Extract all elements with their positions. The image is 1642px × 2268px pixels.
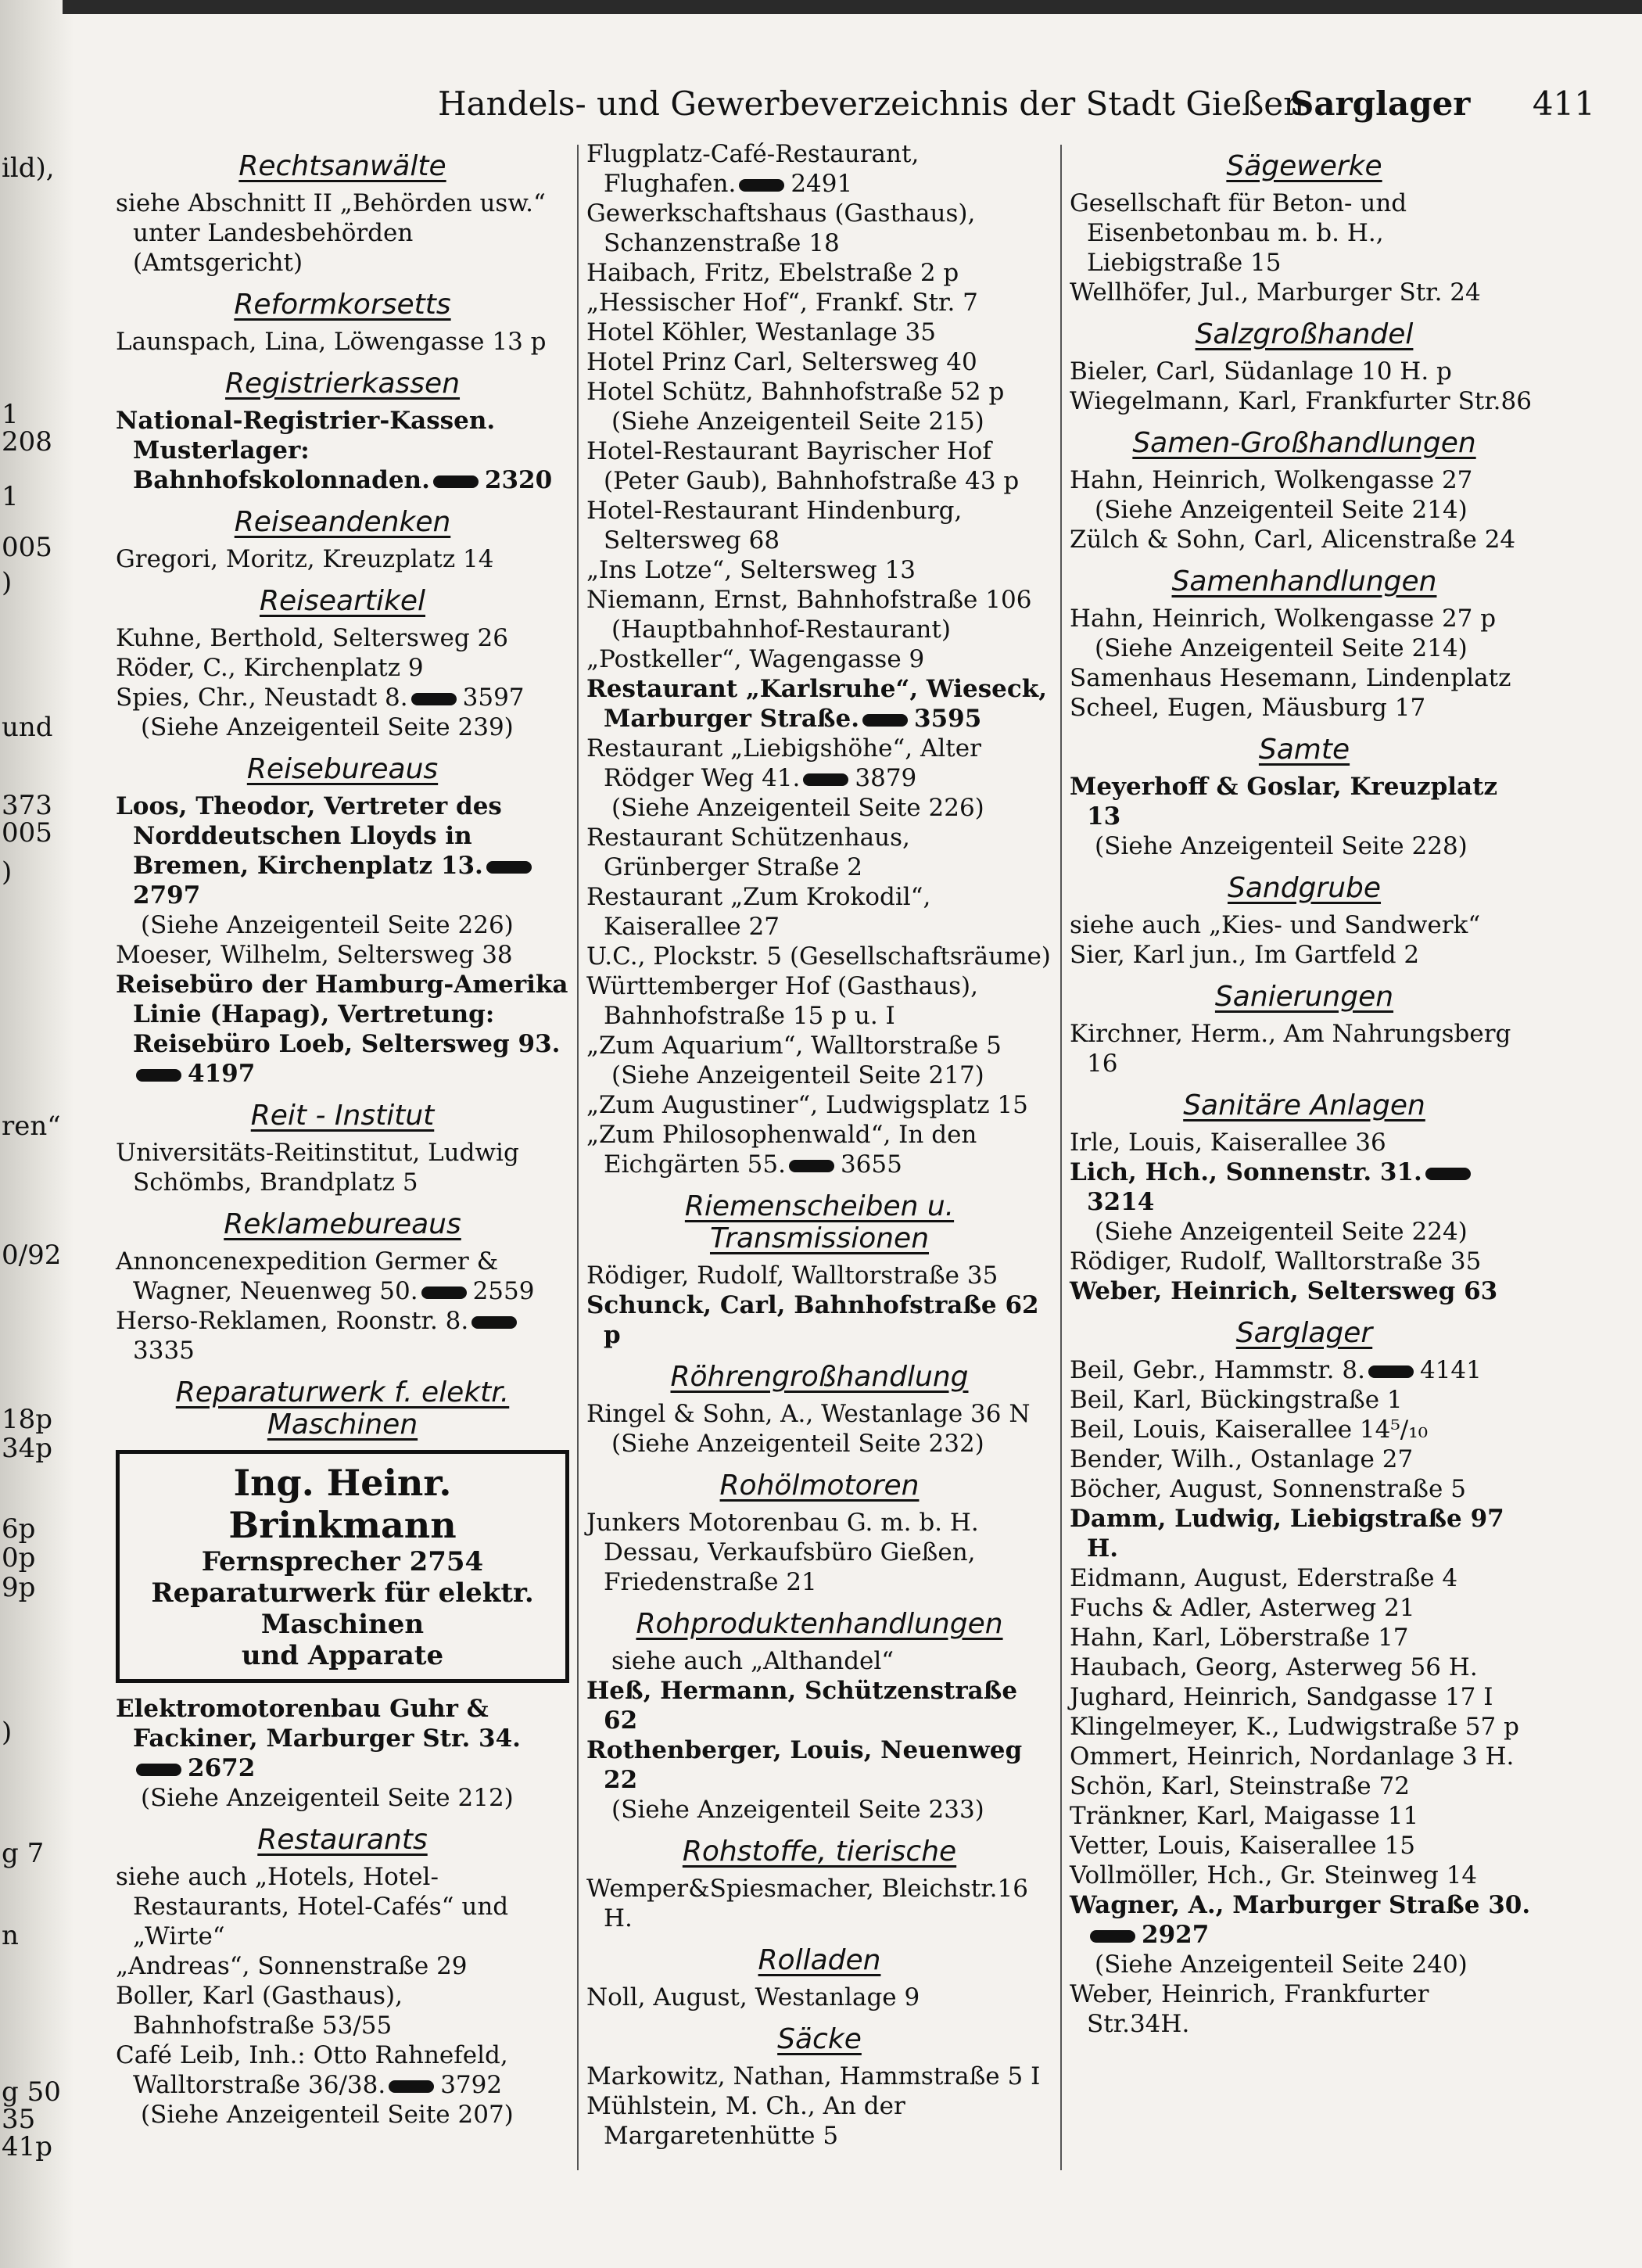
entry-text: Rödiger, Rudolf, Walltorstraße 35	[1070, 1247, 1482, 1276]
directory-entry	[1070, 604, 1539, 633]
entry-text: Sier, Karl jun., Im Gartfeld 2	[1070, 941, 1420, 969]
directory-entry	[586, 1290, 1052, 1350]
reference-note	[116, 712, 569, 742]
reference-note	[116, 2100, 569, 2130]
directory-entry	[1070, 1444, 1539, 1474]
telephone-icon	[803, 773, 848, 786]
entry-text: Hotel-Restaurant Bayrischer Hof (Peter Gaub), Bahnhofstraße 43 p	[586, 437, 1020, 495]
entry-text: Wemper&Spiesmacher, Bleichstr.16 H.	[586, 1875, 1028, 1932]
edge-fragment: 005	[2, 817, 52, 849]
directory-entry	[116, 2040, 569, 2100]
directory-entry	[586, 318, 1052, 347]
directory-entry	[1070, 772, 1539, 831]
entry-text: Bieler, Carl, Südanlage 10 H. p	[1070, 357, 1452, 386]
section-heading: Rechtsanwälte	[238, 150, 446, 182]
telephone-icon	[411, 693, 457, 705]
entry-text: Restaurant „Zum Krokodil“, Kaiserallee 27	[586, 883, 931, 941]
telephone-icon	[862, 714, 908, 727]
section-heading: Sarglager	[1235, 1317, 1373, 1349]
directory-entry	[1070, 386, 1539, 416]
telephone-icon	[136, 1764, 181, 1776]
edge-fragment: und	[2, 712, 53, 743]
phone-number: 4141	[1419, 1356, 1482, 1384]
entry-text: (Siehe Anzeigenteil Seite 226)	[141, 911, 514, 939]
directory-entry	[586, 496, 1052, 555]
entry-text: Schön, Karl, Steinstraße 72	[1070, 1772, 1410, 1800]
section-heading: Samen-Großhandlungen	[1132, 427, 1476, 459]
directory-entry	[1070, 1742, 1539, 1771]
directory-entry	[116, 653, 569, 683]
directory-entry	[586, 199, 1052, 258]
section-heading: Sanierungen	[1214, 981, 1394, 1013]
directory-entry	[1070, 1019, 1539, 1078]
entry-text: Kuhne, Berthold, Seltersweg 26	[116, 624, 508, 652]
directory-entry	[586, 347, 1052, 377]
directory-entry	[1070, 1890, 1539, 1950]
directory-entry	[1070, 1712, 1539, 1742]
directory-entry	[1070, 525, 1539, 554]
edge-fragment: 41p	[2, 2131, 53, 2162]
reference-note	[1070, 1217, 1539, 1247]
directory-entry	[586, 258, 1052, 288]
entry-text: Ringel & Sohn, A., Westanlage 36 N	[586, 1400, 1031, 1428]
section-heading: Reparaturwerk f. elektr. Maschinen	[175, 1376, 510, 1441]
directory-entry	[586, 139, 1052, 199]
edge-fragment: 373	[2, 790, 52, 821]
section-heading: Röhrengroßhandlung	[670, 1361, 969, 1393]
edge-fragment: 6p	[2, 1513, 36, 1545]
directory-entry	[586, 555, 1052, 585]
entry-text: (Siehe Anzeigenteil Seite 226)	[611, 794, 984, 822]
entry-text: (Siehe Anzeigenteil Seite 212)	[141, 1784, 514, 1812]
entry-text: Vollmöller, Hch., Gr. Steinweg 14	[1070, 1861, 1478, 1889]
entry-text: (Siehe Anzeigenteil Seite 240)	[1095, 1950, 1468, 1979]
entry-text: Ommert, Heinrich, Nordanlage 3 H.	[1070, 1742, 1515, 1771]
entry-text: Gregori, Moritz, Kreuzplatz 14	[116, 545, 494, 573]
entry-text: Fuchs & Adler, Asterweg 21	[1070, 1594, 1415, 1622]
section-heading: Reit - Institut	[250, 1100, 435, 1132]
phone-number: 4197	[188, 1060, 256, 1088]
directory-entry	[116, 940, 569, 970]
section-heading: Samenhandlungen	[1171, 565, 1437, 598]
section-heading: Riemenscheiben u. Transmissionen	[684, 1190, 955, 1254]
page-number: 411	[1532, 84, 1595, 123]
directory-entry	[1070, 1861, 1539, 1890]
entry-text: U.C., Plockstr. 5 (Gesellschaftsräume)	[586, 942, 1051, 971]
directory-entry	[586, 1676, 1052, 1735]
directory-entry	[1070, 1385, 1539, 1415]
entry-text: Bender, Wilh., Ostanlage 27	[1070, 1445, 1414, 1473]
edge-fragment: ren“	[2, 1111, 61, 1142]
entry-text: National-Registrier-Kassen. Musterlager: Bahnhofskolonnaden.	[116, 407, 496, 494]
entry-text: Hotel Prinz Carl, Seltersweg 40	[586, 348, 977, 376]
edge-fragment: 208	[2, 426, 52, 458]
telephone-icon	[421, 1287, 467, 1299]
directory-entry	[586, 436, 1052, 496]
section-heading: Reiseandenken	[234, 506, 451, 538]
edge-fragment: ild),	[2, 153, 55, 184]
entry-text: Wagner, A., Marburger Straße 30.	[1070, 1891, 1531, 1919]
entry-text: Hotel-Restaurant Hindenburg, Seltersweg 68	[586, 497, 963, 554]
directory-entry	[586, 2062, 1052, 2091]
entry-text: Mühlstein, M. Ch., An der Margaretenhütte 5	[586, 2092, 905, 2150]
directory-entry	[1070, 1128, 1539, 1157]
ad-phone-line: Fernsprecher 2754	[201, 1546, 484, 1577]
entry-text: Heß, Hermann, Schützenstraße 62	[586, 1677, 1018, 1735]
directory-entry	[1070, 1771, 1539, 1801]
entry-text: Röder, C., Kirchenplatz 9	[116, 654, 424, 682]
entry-text: Damm, Ludwig, Liebigstraße 97 H.	[1070, 1505, 1504, 1563]
directory-entry	[586, 674, 1052, 734]
directory-entry	[1070, 1653, 1539, 1682]
phone-number: 2797	[133, 881, 201, 910]
phone-number: 2927	[1142, 1921, 1210, 1949]
directory-entry	[1070, 1474, 1539, 1504]
section-heading: Rohstoffe, tierische	[682, 1836, 957, 1868]
phone-number: 3879	[855, 764, 917, 792]
entry-text: Beil, Louis, Kaiserallee 14⁵/₁₀	[1070, 1416, 1429, 1444]
entry-text: Weber, Heinrich, Frankfurter Str.34H.	[1070, 1980, 1429, 2038]
entry-text: Samenhaus Hesemann, Lindenplatz	[1070, 664, 1511, 692]
entry-text: Scheel, Eugen, Mäusburg 17	[1070, 694, 1426, 722]
entry-text: Flugplatz-Café-Restaurant, Flughafen.	[586, 140, 920, 198]
directory-entry	[586, 882, 1052, 942]
telephone-icon	[136, 1069, 181, 1082]
entry-text: Böcher, August, Sonnenstraße 5	[1070, 1475, 1466, 1503]
directory-entry	[1070, 1682, 1539, 1712]
entry-text: Rothenberger, Louis, Neuenweg 22	[586, 1736, 1023, 1794]
edge-fragment: 35	[2, 2104, 36, 2135]
edge-fragment: 18p	[2, 1404, 53, 1435]
directory-entry	[116, 1247, 569, 1306]
directory-entry	[1070, 1593, 1539, 1623]
entry-text: (Siehe Anzeigenteil Seite 214)	[1095, 634, 1468, 662]
entry-text: Schunck, Carl, Bahnhofstraße 62 p	[586, 1291, 1039, 1349]
entry-text: Lich, Hch., Sonnenstr. 31.	[1070, 1158, 1422, 1186]
ad-line: und Apparate	[241, 1640, 444, 1671]
header-title: Handels- und Gewerbeverzeichnis der Stadt Gießen	[438, 84, 1305, 123]
entry-text: Hotel Köhler, Westanlage 35	[586, 318, 936, 346]
reference-note	[586, 407, 1052, 436]
entry-text: Restaurant „Karlsruhe“, Wieseck, Marburger Straße.	[586, 675, 1048, 733]
column-divider	[1060, 145, 1062, 2170]
entry-text: Haibach, Fritz, Ebelstraße 2 p	[586, 259, 959, 287]
entry-text: Restaurant Schützenhaus, Grünberger Straße 2	[586, 824, 910, 881]
edge-fragment: )	[2, 856, 13, 888]
directory-entry	[1070, 278, 1539, 307]
directory-entry	[116, 1862, 569, 1951]
phone-number: 2491	[791, 170, 853, 198]
telephone-icon	[1425, 1168, 1471, 1180]
edge-fragment: g 50	[2, 2076, 61, 2108]
directory-entry	[116, 1306, 569, 1365]
phone-number: 2559	[472, 1277, 535, 1305]
reference-note	[1070, 633, 1539, 663]
directory-entry	[586, 971, 1052, 1031]
reference-note	[1070, 495, 1539, 525]
entry-text: Hahn, Heinrich, Wolkengasse 27 p	[1070, 605, 1497, 633]
edge-fragment: 34p	[2, 1433, 53, 1464]
directory-entry	[1070, 1247, 1539, 1276]
section-heading: Samte	[1258, 734, 1350, 766]
directory-entry	[1070, 357, 1539, 386]
reference-note	[1070, 831, 1539, 861]
telephone-icon	[1090, 1930, 1135, 1943]
section-heading: Restaurants	[257, 1824, 428, 1856]
entry-text: Spies, Chr., Neustadt 8.	[116, 684, 408, 712]
telephone-icon	[1368, 1365, 1414, 1378]
entry-text: Annoncenexpedition Germer & Wagner, Neuenweg 50.	[116, 1247, 499, 1305]
entry-text: Hotel Schütz, Bahnhofstraße 52 p	[586, 378, 1005, 406]
entry-text: Eidmann, August, Ederstraße 4	[1070, 1564, 1458, 1592]
section-heading: Rolladen	[758, 1944, 881, 1976]
entry-text: (Siehe Anzeigenteil Seite 232)	[611, 1430, 984, 1458]
column-3	[1070, 139, 1539, 2039]
entry-text: Loos, Theodor, Vertreter des Norddeutschen Lloyds in Bremen, Kirchenplatz 13.	[116, 792, 502, 880]
directory-entry	[1070, 1504, 1539, 1563]
directory-entry	[116, 683, 569, 712]
directory-entry	[116, 188, 569, 278]
entry-text: Tränkner, Karl, Maigasse 11	[1070, 1802, 1419, 1830]
phone-number: 2320	[484, 466, 553, 494]
edge-fragment: 9p	[2, 1572, 36, 1603]
directory-entry	[586, 1874, 1052, 1933]
directory-entry	[586, 288, 1052, 318]
directory-entry	[1070, 1276, 1539, 1306]
directory-entry	[586, 585, 1052, 615]
telephone-icon	[486, 861, 532, 874]
advertisement-box	[116, 1450, 569, 1683]
directory-entry	[1070, 1801, 1539, 1831]
reference-note	[116, 910, 569, 940]
entry-text: Beil, Karl, Bückingstraße 1	[1070, 1386, 1403, 1414]
entry-text: „Zum Augustiner“, Ludwigsplatz 15	[586, 1091, 1028, 1119]
section-heading: Salzgroßhandel	[1195, 318, 1414, 350]
phone-number: 3335	[133, 1337, 195, 1365]
entry-text: Elektromotorenbau Guhr & Fackiner, Marburger Str. 34.	[116, 1695, 521, 1753]
entry-text: Wiegelmann, Karl, Frankfurter Str.86	[1070, 387, 1532, 415]
reference-note	[586, 1060, 1052, 1090]
entry-text: „Zum Aquarium“, Walltorstraße 5	[586, 1032, 1002, 1060]
reference-note	[116, 1783, 569, 1813]
directory-entry	[1070, 188, 1539, 278]
directory-entry	[1070, 1157, 1539, 1217]
directory-entry	[1070, 910, 1539, 940]
phone-number: 3595	[914, 705, 982, 733]
directory-entry	[586, 377, 1052, 407]
entry-text: Herso-Reklamen, Roonstr. 8.	[116, 1307, 469, 1335]
edge-fragment: 1	[2, 399, 19, 430]
section-heading: Reiseartikel	[259, 585, 426, 617]
reference-note	[586, 1429, 1052, 1459]
telephone-icon	[471, 1316, 517, 1329]
directory-entry	[116, 1138, 569, 1197]
entry-text: Vetter, Louis, Kaiserallee 15	[1070, 1832, 1415, 1860]
ad-line: Reparaturwerk für elektr. Maschinen	[151, 1577, 534, 1640]
entry-text: Hahn, Heinrich, Wolkengasse 27	[1070, 466, 1473, 494]
entry-text: Launspach, Lina, Löwengasse 13 p	[116, 328, 547, 356]
entry-text: Rödiger, Rudolf, Walltorstraße 35	[586, 1261, 998, 1290]
directory-entry	[586, 644, 1052, 674]
reference-note	[586, 1795, 1052, 1825]
section-heading: Sanitäre Anlagen	[1183, 1089, 1425, 1121]
directory-entry	[1070, 663, 1539, 693]
telephone-icon	[789, 1160, 834, 1172]
page-header	[438, 84, 1595, 131]
directory-entry	[116, 327, 569, 357]
entry-text: Klingelmeyer, K., Ludwigstraße 57 p	[1070, 1713, 1519, 1741]
entry-text: Gesellschaft für Beton- und Eisenbetonbau m. b. H., Liebigstraße 15	[1070, 189, 1407, 277]
entry-text: (Siehe Anzeigenteil Seite 233)	[611, 1796, 984, 1824]
entry-text: Universitäts-Reitinstitut, Ludwig Schömbs, Brandplatz 5	[116, 1139, 519, 1197]
entry-text: Württemberger Hof (Gasthaus), Bahnhofstraße 15 p u. I	[586, 972, 978, 1030]
entry-text: „Zum Philosophenwald“, In den Eichgärten 55.	[586, 1121, 977, 1179]
entry-text: Weber, Heinrich, Seltersweg 63	[1070, 1277, 1498, 1305]
entry-text: „Hessischer Hof“, Frankf. Str. 7	[586, 289, 978, 317]
edge-fragment: n	[2, 1920, 19, 1951]
entry-text: Noll, August, Westanlage 9	[586, 1983, 920, 2011]
directory-entry	[1070, 1979, 1539, 2039]
directory-entry	[586, 1031, 1052, 1060]
section-heading: Reformkorsetts	[234, 289, 451, 321]
directory-entry	[586, 1735, 1052, 1795]
directory-entry	[586, 2091, 1052, 2151]
entry-text: Moeser, Wilhelm, Seltersweg 38	[116, 941, 513, 969]
section-heading: Registrierkassen	[224, 368, 461, 400]
phone-number: 3214	[1087, 1188, 1155, 1216]
entry-text: (Siehe Anzeigenteil Seite 217)	[611, 1061, 984, 1089]
edge-fragment: 1	[2, 481, 19, 512]
entry-text: siehe auch „Althandel“	[611, 1647, 894, 1675]
entry-text: „Andreas“, Sonnenstraße 29	[116, 1952, 468, 1980]
telephone-icon	[389, 2080, 434, 2093]
entry-text: Gewerkschaftshaus (Gasthaus), Schanzenstraße 18	[586, 199, 976, 257]
edge-fragment: )	[2, 1717, 13, 1748]
entry-text: Reisebüro der Hamburg-Amerika Linie (Hapag), Vertretung: Reisebüro Loeb, Seltersweg 93.	[116, 971, 568, 1058]
directory-entry	[1070, 1415, 1539, 1444]
directory-entry	[116, 544, 569, 574]
directory-entry	[116, 791, 569, 910]
directory-entry	[1070, 1355, 1539, 1385]
phone-number: 2672	[188, 1754, 256, 1782]
entry-text: „Ins Lotze“, Seltersweg 13	[586, 556, 916, 584]
entry-text: Café Leib, Inh.: Otto Rahnefeld, Walltorstraße 36/38.	[116, 2041, 508, 2099]
entry-text: (Siehe Anzeigenteil Seite 239)	[141, 713, 514, 741]
directory-entry	[1070, 693, 1539, 723]
entry-text: (Siehe Anzeigenteil Seite 214)	[1095, 496, 1468, 524]
column-1	[116, 139, 569, 2130]
header-keyword: Sarglager	[1290, 84, 1471, 123]
directory-entry	[586, 1261, 1052, 1290]
directory-entry	[1070, 1831, 1539, 1861]
ad-name: Ing. Heinr. Brinkmann	[228, 1462, 457, 1546]
entry-text: siehe auch „Kies- und Sandwerk“	[1070, 911, 1481, 939]
directory-entry	[586, 1090, 1052, 1120]
entry-text: (Siehe Anzeigenteil Seite 228)	[1095, 832, 1468, 860]
directory-entry	[1070, 1563, 1539, 1593]
entry-text: Restaurant „Liebigshöhe“, Alter Rödger Weg 41.	[586, 734, 981, 792]
directory-entry	[116, 970, 569, 1089]
directory-entry	[116, 623, 569, 653]
section-heading: Rohproduktenhandlungen	[636, 1608, 1003, 1640]
directory-entry	[586, 1120, 1052, 1179]
entry-text: Boller, Karl (Gasthaus), Bahnhofstraße 53/55	[116, 1982, 403, 2040]
entry-text: Beil, Gebr., Hammstr. 8.	[1070, 1356, 1365, 1384]
reference-note	[586, 1646, 1052, 1676]
entry-text: Zülch & Sohn, Carl, Alicenstraße 24	[1070, 526, 1516, 554]
entry-text: Haubach, Georg, Asterweg 56 H.	[1070, 1653, 1478, 1681]
section-heading: Sägewerke	[1226, 150, 1382, 182]
previous-page-edge	[0, 0, 74, 2268]
top-rule	[63, 0, 1642, 14]
edge-fragment: 0/92	[2, 1240, 62, 1271]
directory-entry	[116, 1951, 569, 1981]
entry-text: Kirchner, Herm., Am Nahrungsberg 16	[1070, 1020, 1511, 1078]
entry-text: Hahn, Karl, Löberstraße 17	[1070, 1624, 1409, 1652]
directory-entry	[586, 1508, 1052, 1597]
reference-note	[1070, 1950, 1539, 1979]
directory-entry	[586, 1399, 1052, 1429]
entry-text: Jughard, Heinrich, Sandgasse 17 I	[1070, 1683, 1493, 1711]
edge-fragment: )	[2, 567, 13, 598]
phone-number: 3597	[462, 684, 525, 712]
entry-text: (Siehe Anzeigenteil Seite 224)	[1095, 1218, 1468, 1246]
phone-number: 3792	[440, 2071, 503, 2099]
column-2	[586, 139, 1052, 2151]
telephone-icon	[739, 179, 784, 192]
edge-fragment: 005	[2, 532, 52, 563]
reference-note	[586, 615, 1052, 644]
directory-entry	[586, 942, 1052, 971]
directory-entry	[116, 406, 569, 495]
entry-text: Irle, Louis, Kaiserallee 36	[1070, 1129, 1386, 1157]
section-heading: Reisebureaus	[246, 753, 439, 785]
entry-text: siehe Abschnitt II „Behörden usw.“ unter Landesbehörden (Amtsgericht)	[116, 189, 546, 277]
section-heading: Sandgrube	[1227, 872, 1382, 904]
directory-entry	[586, 1983, 1052, 2012]
directory-entry	[116, 1694, 569, 1783]
directory-entry	[586, 734, 1052, 793]
telephone-icon	[433, 475, 479, 488]
entry-text: Wellhöfer, Jul., Marburger Str. 24	[1070, 278, 1481, 307]
directory-entry	[1070, 1623, 1539, 1653]
entry-text: Meyerhoff & Goslar, Kreuzplatz 13	[1070, 773, 1498, 831]
reference-note	[586, 793, 1052, 823]
entry-text: (Hauptbahnhof-Restaurant)	[611, 615, 951, 644]
directory-entry	[116, 1981, 569, 2040]
edge-fragment: g 7	[2, 1838, 45, 1869]
entry-text: Junkers Motorenbau G. m. b. H. Dessau, Verkaufsbüro Gießen, Friedenstraße 21	[586, 1509, 979, 1596]
entry-text: siehe auch „Hotels, Hotel-Restaurants, Hotel-Cafés“ und „Wirte“	[116, 1863, 509, 1950]
section-heading: Säcke	[777, 2023, 862, 2055]
phone-number: 3655	[840, 1150, 902, 1179]
column-divider	[577, 145, 579, 2170]
directory-entry	[1070, 465, 1539, 495]
entry-text: (Siehe Anzeigenteil Seite 215)	[611, 407, 984, 436]
edge-fragment: 0p	[2, 1542, 36, 1574]
section-heading: Reklamebureaus	[224, 1208, 461, 1240]
entry-text: Niemann, Ernst, Bahnhofstraße 106	[586, 586, 1032, 614]
section-heading: Rohölmotoren	[719, 1470, 920, 1502]
entry-text: „Postkeller“, Wagengasse 9	[586, 645, 925, 673]
directory-entry	[586, 823, 1052, 882]
directory-entry	[1070, 940, 1539, 970]
entry-text: (Siehe Anzeigenteil Seite 207)	[141, 2101, 514, 2129]
entry-text: Markowitz, Nathan, Hammstraße 5 I	[586, 2062, 1041, 2090]
